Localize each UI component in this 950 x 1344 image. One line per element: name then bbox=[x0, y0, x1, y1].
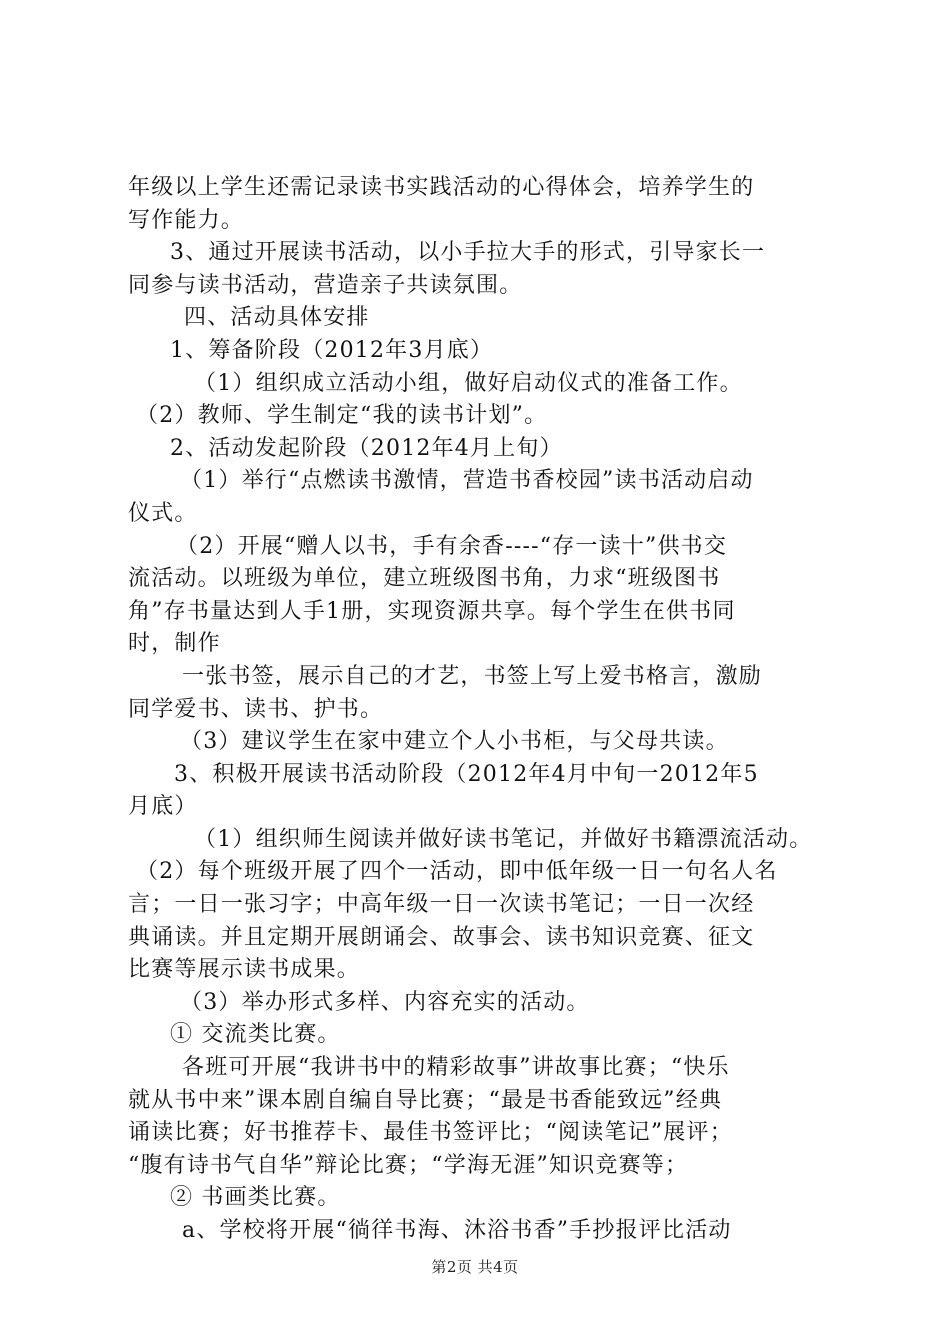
text-line: 各班可开展“我讲书中的精彩故事”讲故事比赛；“快乐 bbox=[182, 1055, 730, 1081]
text-line: a、学校将开展“徜徉书海、沐浴书香”手抄报评比活动 bbox=[182, 1218, 732, 1243]
text-line: （2）每个班级开展了四个一活动，即中低年级一日一句名人名 bbox=[136, 859, 778, 885]
text-line: 月底） bbox=[128, 794, 198, 820]
subsection-heading: 3、积极开展读书活动阶段（2012年4月中旬一2012年5 bbox=[174, 761, 759, 787]
text-line: 就从书中来”课本剧自编自导比赛；“最是书香能致远”经典 bbox=[128, 1087, 723, 1113]
text-line: （1）组织成立活动小组，做好启动仪式的准备工作。 bbox=[194, 370, 743, 396]
text-line: （3）举办形式多样、内容充实的活动。 bbox=[180, 989, 590, 1015]
page-number-footer: 第2页 共4页 bbox=[431, 1258, 519, 1276]
text-line: 同参与读书活动，营造亲子共读氛围。 bbox=[128, 272, 523, 298]
text-line: 仪式。 bbox=[128, 500, 198, 526]
text-line: （1）组织师生阅读并做好读书笔记，并做好书籍漂流活动。 bbox=[194, 826, 813, 852]
text-line: 同学爱书、读书、护书。 bbox=[128, 696, 384, 722]
text-line: 角”存书量达到人手1册，实现资源共享。每个学生在供书同 bbox=[128, 598, 736, 624]
text-line: 年级以上学生还需记录读书实践活动的心得体会，培养学生的 bbox=[128, 175, 755, 200]
text-line: （2）开展“赠人以书，手有余香----“存一读十”供书交 bbox=[176, 533, 728, 559]
text-line: ① 交流类比赛。 bbox=[170, 1022, 341, 1048]
document-body bbox=[128, 172, 833, 1248]
text-line: 典诵读。并且定期开展朗诵会、故事会、读书知识竞赛、征文 bbox=[128, 924, 755, 950]
text-line: 言；一日一张习字；中高年级一日一次读书笔记；一日一次经 bbox=[128, 892, 755, 918]
subsection-heading: 2、活动发起阶段（2012年4月上旬） bbox=[170, 435, 563, 461]
text-line: ② 书画类比赛。 bbox=[170, 1185, 341, 1211]
text-line: 诵读比赛；好书推荐卡、最佳书签评比；“阅读笔记”展评； bbox=[128, 1120, 733, 1146]
text-line: 流活动。以班级为单位，建立班级图书角，力求“班级图书 bbox=[128, 566, 721, 592]
subsection-heading: 1、筹备阶段（2012年3月底） bbox=[170, 337, 494, 363]
text-line: （3）建议学生在家中建立个人小书柜，与父母共读。 bbox=[180, 729, 729, 755]
text-line: 一张书签，展示自己的才艺，书签上写上爱书格言，激励 bbox=[182, 663, 763, 689]
text-line: “腹有诗书气自华”辩论比赛；“学海无涯”知识竞赛等； bbox=[128, 1152, 689, 1178]
section-heading: 四、活动具体安排 bbox=[184, 305, 370, 331]
text-line: 时，制作 bbox=[128, 631, 221, 657]
text-line: 写作能力。 bbox=[128, 207, 245, 233]
text-line: 比赛等展示读书成果。 bbox=[128, 957, 361, 983]
text-line: 3、通过开展读书活动，以小手拉大手的形式，引导家长一 bbox=[170, 240, 766, 266]
text-line: （1）举行“点燃读书激情，营造书香校园”读书活动启动 bbox=[180, 468, 754, 494]
text-line: （2）教师、学生制定“我的读书计划”。 bbox=[136, 403, 548, 429]
